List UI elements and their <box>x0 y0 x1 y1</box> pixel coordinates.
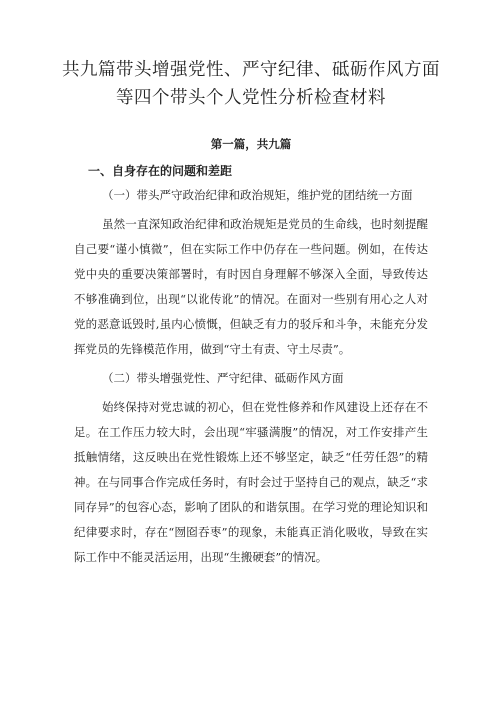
document-subtitle: 第一篇，共九篇 <box>210 137 292 151</box>
subsection-paragraph-2: 始终保持对党忠诚的初心，但在党性修养和作风建设上还存在不足。在工作压力较大时，会出现“牢骚满腹”的情况，对工作安排产生抵触情绪，这反映出在党性锻炼上还不够坚定，缺乏“任劳任怨”的精神。在与同事合作完成任务时，有时会过于坚持自己的观点，缺乏“求同存异”的包容心态，影响了团队的和谐氛围。在学习党的理论知识和纪律要求时，存在“囫囵吞枣”的现象，未能真正消化吸收，导致在实际工作中不能灵活运用，出现“生搬硬套”的情况。 <box>74 400 428 564</box>
document-title: 共九篇带头增强党性、严守纪律、砥砺作风方面等四个带头个人党性分析检查材料 <box>62 60 440 108</box>
subsection-paragraph-1: 虽然一直深知政治纪律和政治规矩是党员的生命线，也时刻提醒自己要“谨小慎微”，但在实际工作中仍存在一些问题。例如，在传达党中央的重要决策部署时，有时因自身理解不够深入全面，导致传达不够准确到位，出现“以讹传讹”的情况。在面对一些别有用心之人对党的恶意诋毁时,虽内心愤慨，但缺乏有力的驳斥和斗争，未能充分发挥党员的先锋模范作用，做到“守土有责、守土尽责”。 <box>74 217 428 356</box>
section-heading-1: 一、自身存在的问题和差距 <box>88 164 233 178</box>
subsection-heading-2: （二）带头增强党性、严守纪律、砥砺作风方面 <box>102 371 344 385</box>
subsection-heading-1: （一）带头严守政治纪律和政治规矩，维护党的团结统一方面 <box>102 188 413 202</box>
